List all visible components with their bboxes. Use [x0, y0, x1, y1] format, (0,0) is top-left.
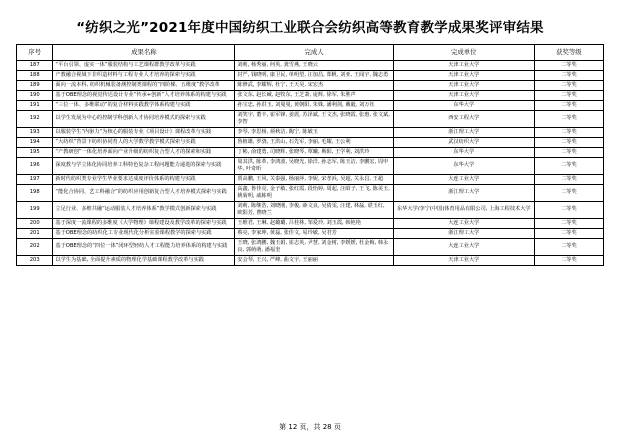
cell-num: 187	[17, 60, 53, 70]
cell-people: 丁彬, 俞建勇, 司晓辉, 张晓琴, 覃曦, 斯阳, 王学利, 刘洪玲	[235, 147, 393, 157]
cell-name: “三位一体、多维联动”的复合材料实践教学体系构建与实践	[53, 100, 235, 110]
cell-unit: 东华大学/李宁(中国)体育用品有限公司, 上海工程技术大学	[393, 201, 534, 218]
column-header-unit: 完成单位	[393, 45, 534, 61]
table-row	[17, 70, 604, 80]
cell-unit: 天津工业大学	[393, 255, 534, 265]
table-header	[17, 45, 604, 61]
cell-unit: 大连工业大学	[393, 174, 534, 184]
cell-num: 197	[17, 174, 53, 184]
table-row	[17, 184, 604, 201]
cell-level: 二等奖	[534, 184, 603, 201]
cell-unit: 天津工业大学	[393, 60, 534, 70]
cell-name: “产教研创”一体化培养面向产业升级的纺织复合型人才的探索和实践	[53, 147, 235, 157]
cell-level: 二等奖	[534, 255, 603, 265]
cell-name: 基于OBE理念的纺织化工专业现代化分析实验课程教学的探索与实践	[53, 228, 235, 238]
cell-num: 188	[17, 70, 53, 80]
cell-people: 封严, 钱晓明, 康卫民, 单明望, 汪加昌, 郑帆, 刘亚, 王闻宇, 魏志勇	[235, 70, 393, 80]
cell-level: 二等奖	[534, 80, 603, 90]
cell-num: 190	[17, 90, 53, 100]
cell-people: 鲁植雄, 罗骁, 王洪山, 石先军, 李丽, 毛耀, 王公利	[235, 137, 393, 147]
cell-unit: 天津工业大学	[393, 70, 534, 80]
cell-people: 周其洪, 陈革, 李鸿波, 吴晓光, 徐洋, 孙志军, 陈玉洁, 李鹏宏, 周申华, 叶奇昕	[235, 157, 393, 174]
cell-name: 深度教与学立体化协同培养工科特色复杂工程问题能力递进的探索与实践	[53, 157, 235, 174]
cell-level: 二等奖	[534, 90, 603, 100]
cell-name: 新时代纺织类专业学生毕业要求达成度评价体系的构建与实践	[53, 174, 235, 184]
cell-people: 孙宝忠, 孙洪玉, 刘曼曼, 黄朝阳, 朱姝, 潘利剑, 戴毅, 刘万钰	[235, 100, 393, 110]
results-table	[16, 44, 604, 266]
cell-name: 基于OBE理念的视觉传达设计专业“传承+创新”人才培养体系的构建与实践	[53, 90, 235, 100]
cell-people: 刘莉, 陈继浩, 刘晓刚, 李俊, 薛文良, 吴倩雯, 汪建, 林磊, 谌玉红, 欧阳芳, 曹晓兰	[235, 201, 393, 218]
table-row	[17, 110, 604, 127]
cell-unit: 浙江理工大学	[393, 184, 534, 201]
table-body	[17, 60, 604, 265]
cell-level: 二等奖	[534, 157, 603, 174]
cell-people: 王维君, 王琳, 赵璐璐, 吕桂林, 邹爱玲, 刘玉霞, 韩艳艳	[235, 218, 393, 228]
cell-people: 蔡亮, 李家坤, 黄磊, 张佳文, 易玲敏, 吴君芳	[235, 228, 393, 238]
column-header-people: 完成人	[235, 45, 393, 61]
cell-people: 安会琴, 王兴, 严峰, 曲文宇, 王丽丽	[235, 255, 393, 265]
cell-unit: 西安工程大学	[393, 110, 534, 127]
table-row	[17, 238, 604, 255]
cell-unit: 东华大学	[393, 147, 534, 157]
cell-level: 二等奖	[534, 174, 603, 184]
cell-name: 以服装学生“内驱力”为核心的服装专业《项目设计》课程改革与实践	[53, 127, 235, 137]
cell-people: 王晓, 张鸿鹏, 魏玉娟, 崔志英, 尹慧, 刘金树, 李媛媛, 杜金梅, 韩永良, 郭萌萌, 潘福奎	[235, 238, 393, 255]
cell-people: 陈修武, 李耀辉, 杜宁, 王天昊, 宋宏杰	[235, 80, 393, 90]
cell-num: 199	[17, 201, 53, 218]
cell-num: 189	[17, 80, 53, 90]
cell-num: 196	[17, 157, 53, 174]
cell-name: 立足行业、多维共融“运动服装人才培养体系”教学模式创新探索与实践	[53, 201, 235, 218]
cell-num: 201	[17, 228, 53, 238]
table-row	[17, 174, 604, 184]
table-row	[17, 201, 604, 218]
column-header-num: 序号	[17, 45, 53, 61]
page-footer: 第 12 页，共 28 页	[279, 423, 341, 431]
cell-people: 张文东, 赵长臧, 赵牧东, 王芝萧, 庞辉, 徐军, 朱胜声	[235, 90, 393, 100]
table-row	[17, 255, 604, 265]
table-row	[17, 228, 604, 238]
cell-name: 以学生为基础, 全面提升素质的物理化学基础课程教学改革与实践	[53, 255, 235, 265]
table-row	[17, 90, 604, 100]
cell-people: 刘笑宇, 董丰, 崔军锋, 姜震, 苏泽斌, 王文杰, 张晓霞, 张惠, 张文斌, 李智	[235, 110, 393, 127]
cell-unit: 天津工业大学	[393, 80, 534, 90]
table-row	[17, 60, 604, 70]
cell-level: 二等奖	[534, 201, 603, 218]
cell-name: “平台引领、虚实一体”服装结构与工艺课程群教学改革与实践	[53, 60, 235, 70]
cell-unit: 浙江理工大学	[393, 127, 534, 137]
cell-name: 以学生发展为中心的控制学科创新人才协同培养模式的探索与实践	[53, 110, 235, 127]
cell-num: 202	[17, 238, 53, 255]
table-row	[17, 127, 604, 137]
cell-people: 贾高鹏, 王风, 关泰强, 杨丽萍, 李妮, 宋孝浜, 吴超, 关永昌, 王超	[235, 174, 393, 184]
page-title: “纺织之光”2021年度中国纺织工业联合会纺织高等教育教学成果奖评审结果	[76, 20, 544, 36]
cell-num: 191	[17, 100, 53, 110]
cell-level: 二等奖	[534, 228, 603, 238]
cell-name: “大纺织”背景下纺织协同育人的大学数学教学模式探索与实践	[53, 137, 235, 147]
cell-level: 二等奖	[534, 147, 603, 157]
column-header-name: 成果名称	[53, 45, 235, 61]
cell-level: 二等奖	[534, 60, 603, 70]
cell-name: 基于OBE理念的“四位一体”闭环型轻纺人才工程能力培养体系的构建与实践	[53, 238, 235, 255]
cell-level: 二等奖	[534, 110, 603, 127]
table-row	[17, 157, 604, 174]
cell-num: 193	[17, 127, 53, 137]
cell-unit: 武汉纺织大学	[393, 137, 534, 147]
cell-level: 二等奖	[534, 218, 603, 228]
table-row	[17, 80, 604, 90]
cell-unit: 大连工业大学	[393, 238, 534, 255]
cell-name: 面向一流本科, 纺织机械装备测控制类课程的“四阶梯、五维度”教学改革	[53, 80, 235, 90]
cell-unit: 东华大学	[393, 157, 534, 174]
table-row	[17, 147, 604, 157]
cell-people: 高鑫, 鲁佳亮, 金子敏, 张红霞, 段怡婷, 周起, 汪昭子, 王飞, 陈美玉, 姚菊明, 戚栋明	[235, 184, 393, 201]
cell-level: 二等奖	[534, 100, 603, 110]
cell-level: 二等奖	[534, 137, 603, 147]
cell-level: 二等奖	[534, 127, 603, 137]
table-row	[17, 218, 604, 228]
cell-num: 200	[17, 218, 53, 228]
table-row	[17, 137, 604, 147]
cell-unit: 东华大学	[393, 100, 534, 110]
cell-people: 李琴, 李思杨, 须秋洁, 陶宁, 陈敏玉	[235, 127, 393, 137]
cell-name: “能化合协同、艺工科融合”的纺织应用创新复合型人才培养模式探索与实践	[53, 184, 235, 201]
cell-num: 194	[17, 137, 53, 147]
cell-num: 192	[17, 110, 53, 127]
cell-unit: 浙江理工大学	[393, 228, 534, 238]
cell-num: 203	[17, 255, 53, 265]
cell-name: 基于深度一流课程的多维度《大学物理》课程建设及教学改革的探索与实践	[53, 218, 235, 228]
cell-num: 198	[17, 184, 53, 201]
cell-num: 195	[17, 147, 53, 157]
column-header-level: 获奖等级	[534, 45, 603, 61]
cell-level: 二等奖	[534, 70, 603, 80]
cell-unit: 天津工业大学	[393, 90, 534, 100]
table-row	[17, 100, 604, 110]
cell-people: 刘莉, 杨秀丽, 何英, 龚雪燕, 王晓云	[235, 60, 393, 70]
cell-level: 二等奖	[534, 238, 603, 255]
table-header-row	[17, 45, 604, 61]
cell-unit: 大连工业大学	[393, 218, 534, 228]
cell-name: 产教融合视域下非织造材料与工程专业人才培养的探索与实践	[53, 70, 235, 80]
